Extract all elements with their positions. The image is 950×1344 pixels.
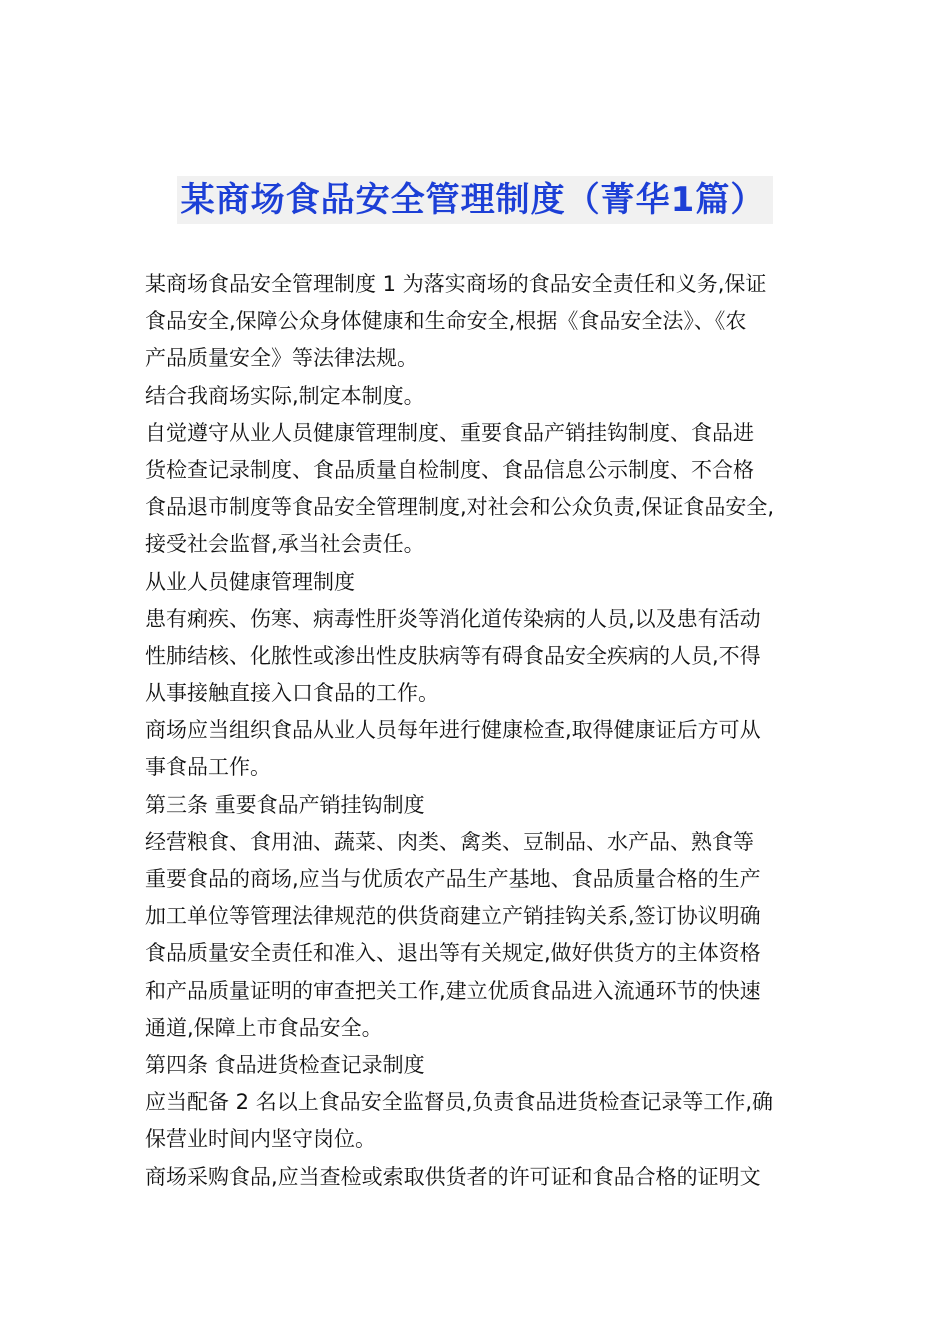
body-line: 货检查记录制度、食品质量自检制度、食品信息公示制度、不合格 (145, 457, 754, 482)
body-line: 食品质量安全责任和准入、退出等有关规定,做好供货方的主体资格 (145, 941, 761, 966)
body-line: 通道,保障上市食品安全。 (145, 1015, 383, 1040)
section-heading: 第三条 重要食品产销挂钩制度 (145, 792, 425, 817)
body-line: 患有痢疾、伤寒、病毒性肝炎等消化道传染病的人员,以及患有活动 (145, 606, 761, 631)
body-line: 性肺结核、化脓性或渗出性皮肤病等有碍食品安全疾病的人员,不得 (145, 643, 761, 668)
body-line: 事食品工作。 (145, 755, 271, 780)
body-line: 经营粮食、食用油、蔬菜、肉类、禽类、豆制品、水产品、熟食等 (145, 829, 754, 854)
section-heading: 第四条 食品进货检查记录制度 (145, 1052, 425, 1077)
body-line: 结合我商场实际,制定本制度。 (145, 383, 425, 408)
body-line: 和产品质量证明的审查把关工作,建立优质食品进入流通环节的快速 (145, 978, 761, 1003)
title-container (0, 176, 950, 224)
section-heading: 从业人员健康管理制度 (145, 569, 355, 594)
body-line: 商场应当组织食品从业人员每年进行健康检查,取得健康证后方可从 (145, 718, 761, 743)
document-body (145, 266, 815, 1196)
body-line: 食品安全,保障公众身体健康和生命安全,根据《食品安全法》、《农 (145, 309, 747, 334)
body-line: 产品质量安全》等法律法规。 (145, 346, 418, 371)
body-line: 应当配备 2 名以上食品安全监督员,负责食品进货检查记录等工作,确 (145, 1090, 774, 1115)
body-line: 加工单位等管理法律规范的供货商建立产销挂钩关系,签订协议明确 (145, 904, 761, 929)
body-line: 保营业时间内坚守岗位。 (145, 1127, 376, 1152)
body-line: 从事接触直接入口食品的工作。 (145, 681, 439, 706)
body-line: 某商场食品安全管理制度 1 为落实商场的食品安全责任和义务,保证 (145, 272, 767, 296)
body-line: 商场采购食品,应当查检或索取供货者的许可证和食品合格的证明文 (145, 1164, 761, 1189)
document-title: 某商场食品安全管理制度（菁华1篇） (177, 176, 774, 224)
body-line: 食品退市制度等食品安全管理制度,对社会和公众负责,保证食品安全, (145, 495, 775, 520)
body-line: 接受社会监督,承当社会责任。 (145, 532, 425, 557)
body-line: 自觉遵守从业人员健康管理制度、重要食品产销挂钩制度、食品进 (145, 420, 754, 445)
body-line: 重要食品的商场,应当与优质农产品生产基地、食品质量合格的生产 (145, 867, 761, 891)
